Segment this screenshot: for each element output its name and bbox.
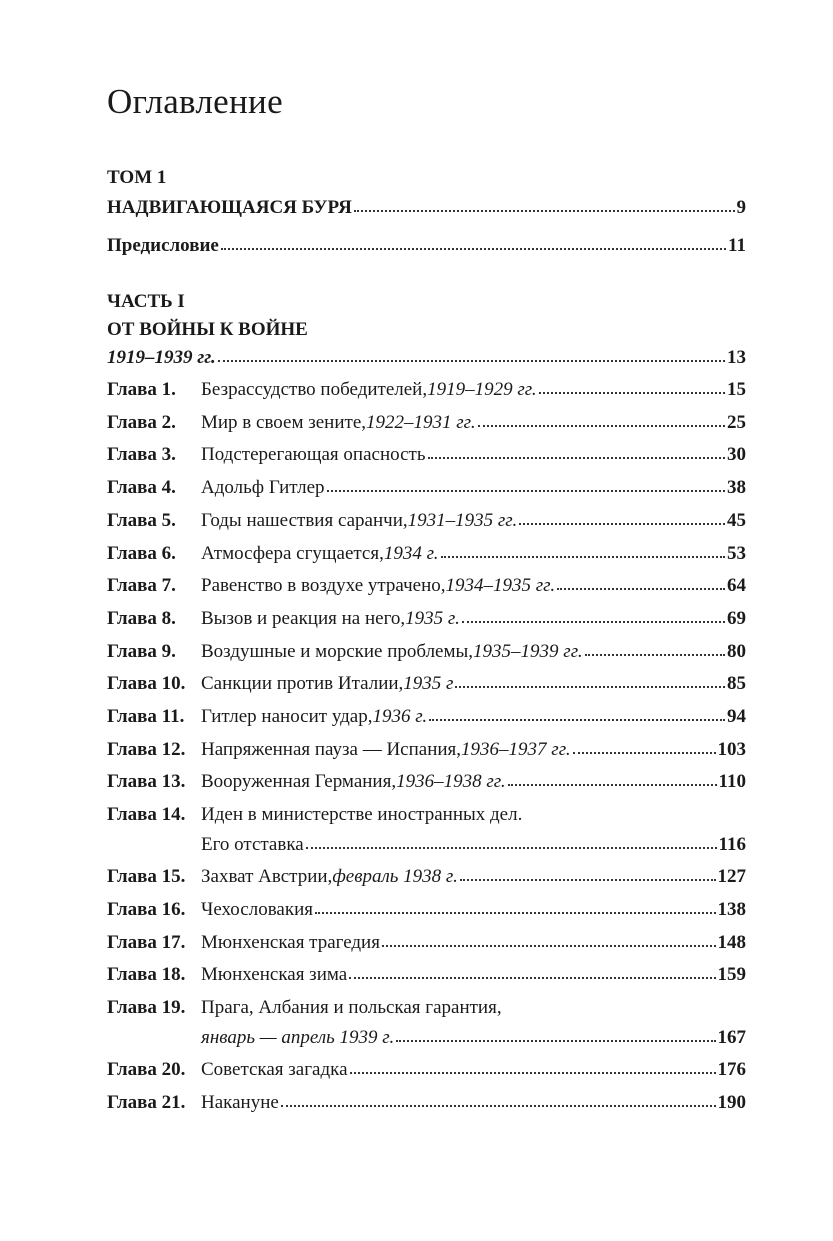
chapter-label: Глава 17. [107,931,186,953]
chapter-dates: 1931–1935 гг. [407,509,518,531]
chapter-label: Глава 15. [107,866,186,888]
chapter-title: Вооруженная Германия, [201,771,397,793]
chapter-title: Советская загадка [201,1059,348,1081]
page-number: 11 [728,235,746,256]
page-number: 116 [718,833,746,855]
chapter-label: Глава 13. [107,771,186,793]
page-number: 38 [727,477,746,499]
chapter-title: Прага, Албания и польская гарантия, [201,997,502,1019]
dot-leader [519,523,725,525]
toc-entry-chapter[interactable] [107,473,746,503]
part-dates: 1919–1939 гг. [107,347,216,368]
chapter-dates: 1935 г [403,673,454,695]
chapter-title: Мир в своем зените, [201,411,367,433]
chapter-label: Глава 8. [107,607,176,629]
chapter-label: Глава 12. [107,738,186,760]
chapter-label: Глава 18. [107,964,186,986]
chapter-dates: 1919–1929 гг. [427,379,537,400]
chapter-title: Чехословакия [201,899,313,920]
toc-entry-chapter[interactable] [107,1088,746,1118]
dot-leader [218,360,725,362]
chapter-label: Глава 6. [107,542,176,564]
page-number: 148 [717,931,746,953]
chapter-dates: 1935 г. [405,607,460,629]
chapter-title: Напряженная пауза — Испания, [201,738,462,760]
toc-entry-chapter-continued[interactable] [107,830,746,860]
chapter-title: Иден в министерстве иностранных дел. [201,804,523,826]
chapter-title: Накануне [201,1092,279,1113]
dot-leader [354,210,735,212]
toc-entry-chapter[interactable] [107,669,746,699]
chapter-title: Захват Австрии, [201,866,333,888]
chapter-title: Мюнхенская трагедия [201,931,380,953]
dot-leader [428,457,726,459]
dot-leader [327,490,725,492]
part-label: ЧАСТЬ I [107,291,185,312]
chapter-title: Годы нашествия саранчи, [201,509,408,531]
chapter-title: Безрассудство победителей, [201,379,428,400]
page-number: 167 [717,1026,746,1048]
chapter-title: Мюнхенская зима [201,964,348,986]
page-number: 13 [727,347,746,368]
page-number: 127 [717,866,746,888]
toc-entry-part[interactable] [107,343,746,373]
dot-leader [396,1040,715,1042]
chapter-label: Глава 16. [107,899,186,920]
toc-entry-chapter[interactable] [107,637,746,667]
chapter-title: Подстерегающая опасность [201,444,426,466]
chapter-label: Глава 5. [107,509,176,531]
page-number: 94 [727,706,746,727]
page-number: 45 [727,509,746,531]
dot-leader [429,719,725,721]
toc-entry-chapter[interactable] [107,375,746,405]
toc-entry-chapter[interactable] [107,960,746,990]
toc-entry-chapter[interactable] [107,895,746,925]
volume-title: НАДВИГАЮЩАЯСЯ БУРЯ [107,197,352,218]
page-number: 80 [727,640,746,662]
toc-entry-preface[interactable] [107,231,746,261]
page-number: 53 [727,542,746,564]
chapter-dates: 1934 г. [383,542,439,564]
toc-entry-chapter[interactable] [107,702,746,732]
dot-leader [382,945,716,947]
page-number: 64 [727,575,746,597]
chapter-label: Глава 4. [107,477,176,499]
volume-label-row [107,163,746,193]
chapter-dates: 1936 г. [372,706,428,727]
toc-entry-chapter[interactable] [107,1055,746,1085]
chapter-label: Глава 14. [107,804,186,826]
page-title: Оглавление [107,82,283,121]
toc-entry-chapter[interactable] [107,800,746,830]
chapter-dates: февраль 1938 г. [332,866,458,888]
dot-leader [508,784,717,786]
page-number: 103 [717,738,746,760]
page-number: 15 [727,379,746,400]
chapter-label: Глава 1. [107,379,176,400]
chapter-label: Глава 2. [107,411,176,433]
toc-entry-chapter[interactable] [107,993,746,1023]
chapter-label: Глава 11. [107,706,185,727]
chapter-dates: 1922–1931 гг. [366,411,476,433]
chapter-dates: 1936–1938 гг. [396,771,506,793]
chapter-label: Глава 10. [107,673,186,695]
page-number: 176 [717,1059,746,1081]
dot-leader [441,556,725,558]
toc-entry-chapter[interactable] [107,767,746,797]
toc-entry-volume[interactable] [107,193,746,223]
chapter-dates: 1936–1937 гг. [461,738,571,760]
chapter-dates: 1935–1939 гг. [473,640,583,662]
dot-leader [585,654,725,656]
dot-leader [350,1072,716,1074]
page-number: 25 [727,411,746,433]
part-title: ОТ ВОЙНЫ К ВОЙНЕ [107,319,308,340]
dot-leader [573,752,716,754]
page-number: 190 [717,1092,746,1113]
dot-leader [539,392,725,394]
chapter-label: Глава 7. [107,575,176,597]
preface-title: Предисловие [107,235,219,256]
toc-entry-chapter[interactable] [107,408,746,438]
page-number: 30 [727,444,746,466]
chapter-label: Глава 9. [107,640,176,662]
dot-leader [349,977,715,979]
toc-entry-chapter[interactable] [107,539,746,569]
page-number: 85 [727,673,746,695]
volume-label: ТОМ 1 [107,167,167,188]
dot-leader [281,1105,716,1107]
part-label-row [107,287,746,317]
toc-entry-chapter[interactable] [107,440,746,470]
part-title-row [107,315,746,345]
page-number: 69 [727,607,746,629]
page-number: 138 [717,899,746,920]
toc-entry-chapter-continued[interactable] [107,1023,746,1053]
chapter-dates: январь — апрель 1939 г. [201,1026,395,1048]
chapter-title: Санкции против Италии, [201,673,404,695]
toc-entry-chapter[interactable] [107,506,746,536]
toc-entry-chapter[interactable] [107,735,746,765]
toc-entry-chapter[interactable] [107,928,746,958]
chapter-label: Глава 21. [107,1092,186,1113]
toc-entry-chapter[interactable] [107,862,746,892]
chapter-label: Глава 19. [107,997,186,1019]
toc-entry-chapter[interactable] [107,571,746,601]
page-number: 9 [736,197,746,218]
dot-leader [455,686,725,688]
dot-leader [462,621,725,623]
page-number: 110 [718,771,746,793]
dot-leader [557,588,725,590]
chapter-title: Адольф Гитлер [201,477,325,499]
chapter-title: Вызов и реакция на него, [201,607,406,629]
toc-entry-chapter[interactable] [107,604,746,634]
dot-leader [221,248,726,250]
chapter-title-line2: Его отставка [201,833,304,855]
dot-leader [315,912,716,914]
chapter-label: Глава 3. [107,444,176,466]
chapter-dates: 1934–1935 гг. [445,575,556,597]
chapter-title: Атмосфера сгущается, [201,542,384,564]
chapter-label: Глава 20. [107,1059,186,1081]
dot-leader [478,425,725,427]
page-number: 159 [717,964,746,986]
chapter-title: Воздушные и морские проблемы, [201,640,474,662]
dot-leader [460,879,716,881]
dot-leader [306,847,717,849]
chapter-title: Гитлер наносит удар, [201,706,373,727]
chapter-title: Равенство в воздухе утрачено, [201,575,446,597]
